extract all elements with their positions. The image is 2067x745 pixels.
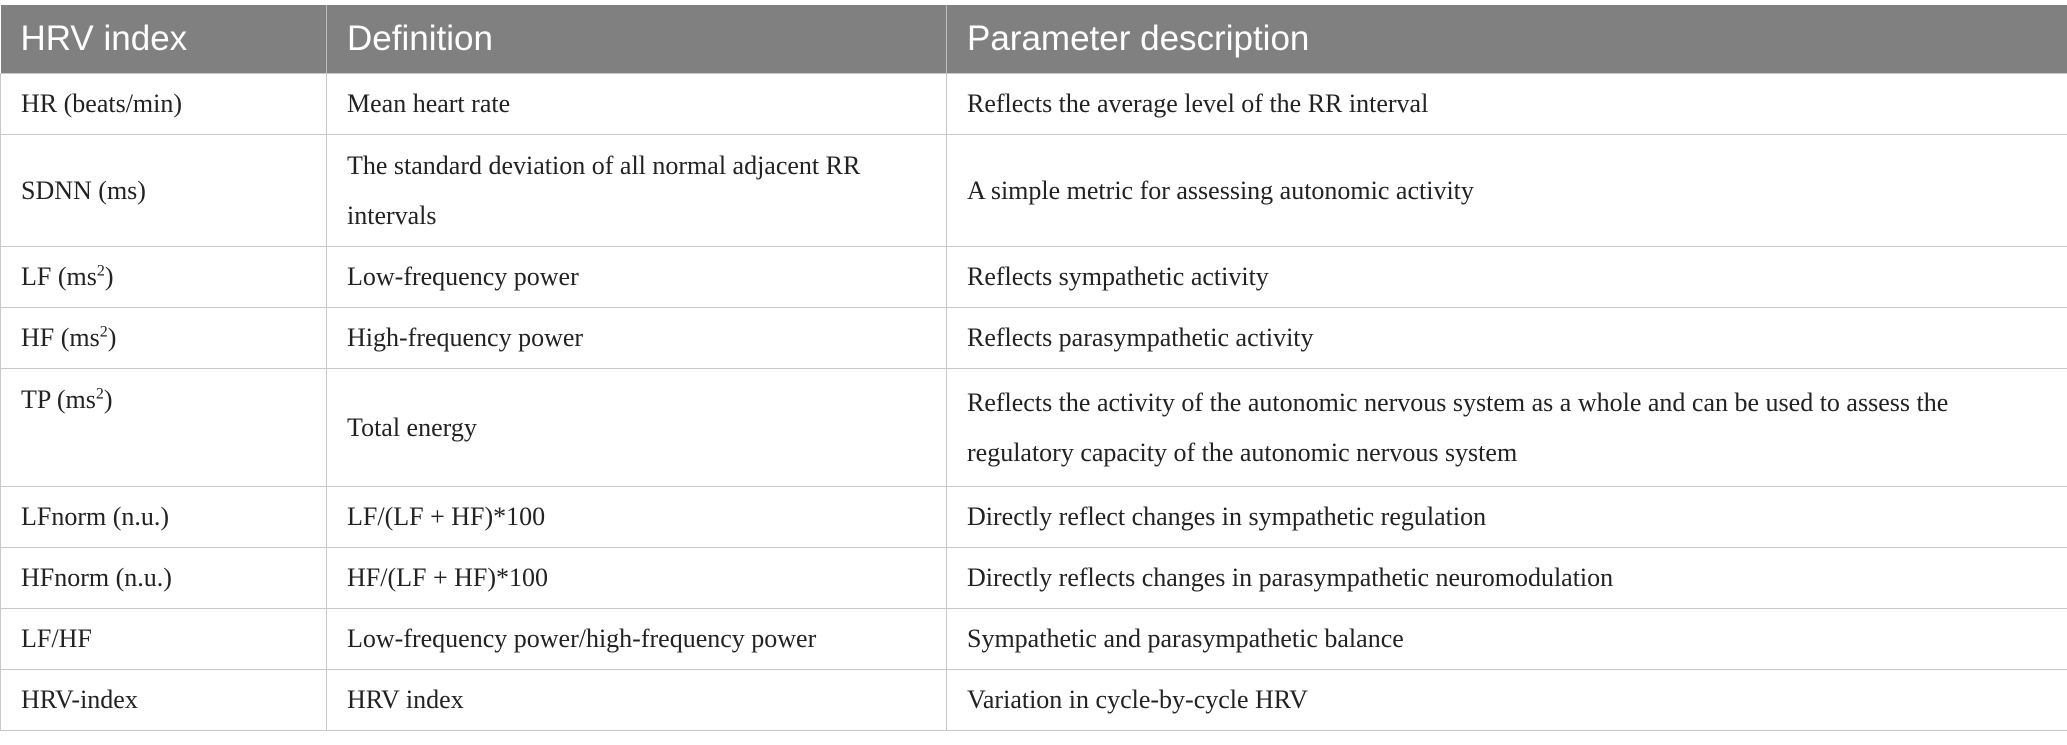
table-header xyxy=(1,5,2067,74)
hrv-table xyxy=(0,5,2067,731)
cell-description: Reflects parasympathetic activity xyxy=(947,308,2067,369)
cell-definition: HRV index xyxy=(327,670,947,731)
cell-hrv-index: HR (beats/min) xyxy=(1,74,327,135)
header-parameter-description: Parameter description xyxy=(947,5,2067,74)
cell-definition: LF/(LF + HF)*100 xyxy=(327,487,947,548)
cell-hrv-index: LF/HF xyxy=(1,609,327,670)
cell-hrv-index: HRV-index xyxy=(1,670,327,731)
table-row xyxy=(1,247,2067,308)
header-hrv-index: HRV index xyxy=(1,5,327,74)
index-main-text: TP (ms xyxy=(21,385,96,414)
cell-description: A simple metric for assessing autonomic activity xyxy=(947,135,2067,247)
table-row xyxy=(1,548,2067,609)
table-row xyxy=(1,369,2067,487)
index-main-text: HF (ms xyxy=(21,323,100,352)
cell-hrv-index: SDNN (ms) xyxy=(1,135,327,247)
cell-description: Sympathetic and parasympathetic balance xyxy=(947,609,2067,670)
header-definition: Definition xyxy=(327,5,947,74)
index-tail-text: ) xyxy=(104,262,114,291)
cell-hrv-index xyxy=(1,369,327,487)
cell-definition: The standard deviation of all normal adjacent RR intervals xyxy=(327,135,947,247)
index-superscript: 2 xyxy=(99,323,108,341)
cell-definition: Total energy xyxy=(327,369,947,487)
cell-description: Variation in cycle-by-cycle HRV xyxy=(947,670,2067,731)
cell-hrv-index: HFnorm (n.u.) xyxy=(1,548,327,609)
cell-definition: Mean heart rate xyxy=(327,74,947,135)
cell-hrv-index: LFnorm (n.u.) xyxy=(1,487,327,548)
index-superscript: 2 xyxy=(96,262,105,280)
cell-definition: HF/(LF + HF)*100 xyxy=(327,548,947,609)
table-row xyxy=(1,609,2067,670)
table-row xyxy=(1,74,2067,135)
header-row xyxy=(1,5,2067,74)
cell-description: Reflects sympathetic activity xyxy=(947,247,2067,308)
cell-description: Directly reflects changes in parasympathetic neuromodulation xyxy=(947,548,2067,609)
cell-description: Reflects the activity of the autonomic nervous system as a whole and can be used to assess the regulatory capacity of the autonomic nervous system xyxy=(947,369,2067,487)
index-superscript: 2 xyxy=(95,385,104,403)
table-row xyxy=(1,135,2067,247)
cell-definition: Low-frequency power/high-frequency power xyxy=(327,609,947,670)
table-body xyxy=(1,74,2067,731)
index-main-text: LF (ms xyxy=(21,262,97,291)
cell-hrv-index xyxy=(1,247,327,308)
cell-description: Reflects the average level of the RR interval xyxy=(947,74,2067,135)
cell-definition: Low-frequency power xyxy=(327,247,947,308)
table-row xyxy=(1,308,2067,369)
cell-hrv-index xyxy=(1,308,327,369)
index-tail-text: ) xyxy=(107,323,117,352)
index-tail-text: ) xyxy=(103,385,113,414)
table-row xyxy=(1,487,2067,548)
cell-definition: High-frequency power xyxy=(327,308,947,369)
cell-description: Directly reflect changes in sympathetic regulation xyxy=(947,487,2067,548)
table-row xyxy=(1,670,2067,731)
